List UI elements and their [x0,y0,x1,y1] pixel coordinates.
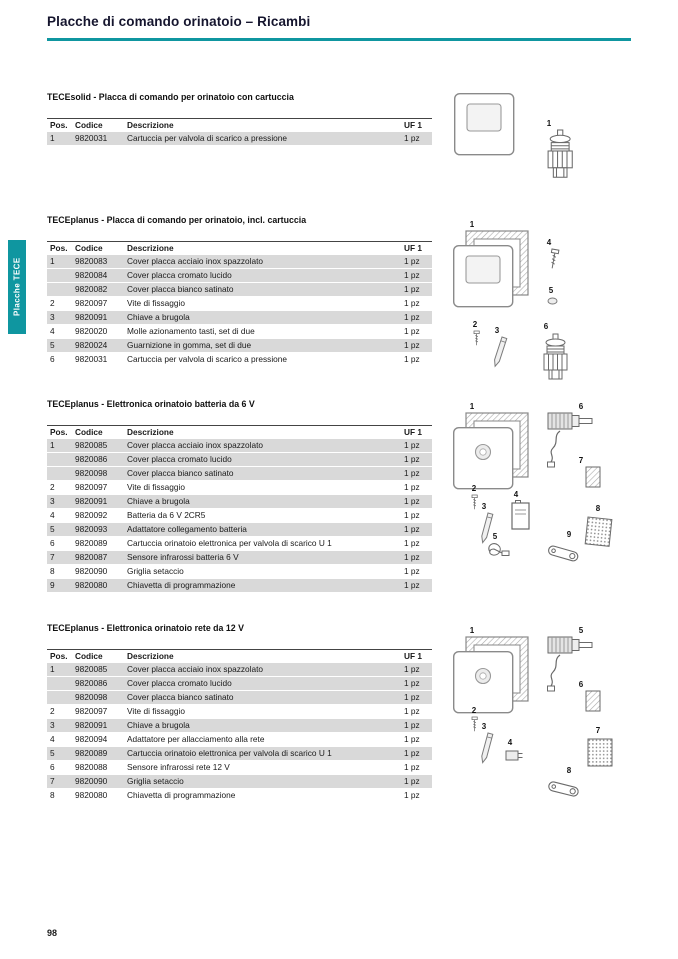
cell-code: 9820090 [75,566,108,576]
cell-uf: 1 pz [404,678,420,688]
cell-code: 9820098 [75,692,108,702]
cell-desc: Chiave a brugola [127,312,190,322]
table-header-row [47,649,432,663]
header-pos: Pos. [50,427,68,437]
cell-desc: Molle azionamento tasti, set di due [127,326,255,336]
header-uf: UF 1 [404,243,422,253]
cell-code: 9820089 [75,748,108,758]
parts-table [47,118,432,146]
table-row [47,579,432,593]
cell-uf: 1 pz [404,270,420,280]
section-teceplanus-battery [47,399,631,593]
cell-uf: 1 pz [404,326,420,336]
page-title: Placche di comando orinatoio – Ricambi [47,14,311,29]
header-desc: Descrizione [127,120,174,130]
cell-code: 9820082 [75,284,108,294]
allen-key-icon [480,513,493,543]
cell-desc: Griglia setaccio [127,566,184,576]
cell-uf: 1 pz [404,706,420,716]
table-row [47,269,432,283]
cell-pos: 4 [50,734,55,744]
cell-desc: Cover placca bianco satinato [127,284,234,294]
cell-code: 9820088 [75,762,108,772]
cell-uf: 1 pz [404,580,420,590]
solenoid-valve-icon [548,637,592,653]
illustration-tecesolid [450,90,640,186]
callout-label: 8 [566,766,572,775]
cell-code: 9820090 [75,776,108,786]
cell-code: 9820091 [75,720,108,730]
header-uf: UF 1 [404,120,422,130]
cell-desc: Vite di fissaggio [127,482,185,492]
cell-pos: 4 [50,326,55,336]
header-desc: Descrizione [127,243,174,253]
cable-icon [548,655,561,691]
cable-icon [548,431,561,467]
table-row [47,255,432,269]
cell-code: 9820097 [75,706,108,716]
header-pos: Pos. [50,651,68,661]
cell-pos: 7 [50,776,55,786]
cell-uf: 1 pz [404,748,420,758]
cell-code: 9820089 [75,538,108,548]
table-row [47,663,432,677]
cell-uf: 1 pz [404,734,420,744]
table-body [47,663,432,803]
screw-icon [472,495,477,509]
infrared-sensor-icon [586,691,600,711]
table-body [47,132,432,146]
parts-table [47,425,432,593]
table-row [47,495,432,509]
cell-pos: 3 [50,720,55,730]
cell-uf: 1 pz [404,482,420,492]
section-heading: TECEsolid - Placca di comando per orinatoio con cartuccia [47,92,294,102]
cell-uf: 1 pz [404,298,420,308]
sidebar-tab-placche-tece: Placche TECE [8,240,26,334]
cell-code: 9820097 [75,298,108,308]
callout-label: 7 [595,726,601,735]
cell-uf: 1 pz [404,354,420,364]
cell-code: 9820084 [75,270,108,280]
callout-label: 4 [513,490,519,499]
control-plate-illustration [455,94,514,155]
cell-desc: Chiavetta di programmazione [127,790,236,800]
cell-desc: Cover placca cromato lucido [127,678,232,688]
callout-label: 3 [494,326,500,335]
cell-code: 9820080 [75,580,108,590]
illustration-teceplanus-mains [450,621,640,801]
cell-pos: 7 [50,552,55,562]
allen-key-icon [480,733,493,763]
callout-label: 1 [469,220,475,229]
cell-code: 9820020 [75,326,108,336]
cell-pos: 1 [50,664,55,674]
title-underline [47,38,631,41]
cell-pos: 6 [50,354,55,364]
cell-desc: Adattatore per allacciamento alla rete [127,734,265,744]
cell-uf: 1 pz [404,496,420,506]
cell-code: 9820024 [75,340,108,350]
cell-code: 9820085 [75,664,108,674]
sensor-plate-illustration [454,652,513,713]
cell-desc: Guarnizione in gomma, set di due [127,340,252,350]
cell-code: 9820031 [75,354,108,364]
table-row [47,283,432,297]
cell-desc: Cover placca cromato lucido [127,270,232,280]
cell-desc: Sensore infrarossi batteria 6 V [127,552,239,562]
table-row [47,691,432,705]
table-row [47,339,432,353]
table-row [47,677,432,691]
cell-pos: 6 [50,538,55,548]
callout-label: 6 [578,402,584,411]
table-row [47,453,432,467]
cell-pos: 2 [50,482,55,492]
cell-uf: 1 pz [404,692,420,702]
callout-label: 7 [578,456,584,465]
header-uf: UF 1 [404,651,422,661]
section-teceplanus-mains [47,623,631,803]
cell-code: 9820097 [75,482,108,492]
cell-code: 9820086 [75,678,108,688]
section-tecesolid [47,92,631,146]
cell-desc: Cover placca acciaio inox spazzolato [127,440,264,450]
callout-label: 3 [481,722,487,731]
programming-key-icon [548,545,579,562]
cell-uf: 1 pz [404,524,420,534]
section-heading: TECEplanus - Placca di comando per orinatoio, incl. cartuccia [47,215,307,225]
section-heading: TECEplanus - Elettronica orinatoio batteria da 6 V [47,399,255,409]
sieve-grid-icon [585,517,612,546]
cell-code: 9820092 [75,510,108,520]
battery-icon [512,501,529,530]
header-code: Codice [75,427,103,437]
table-header-row [47,118,432,132]
table-body [47,439,432,593]
table-row [47,481,432,495]
header-uf: UF 1 [404,427,422,437]
cell-pos: 3 [50,312,55,322]
cell-pos: 4 [50,510,55,520]
cell-uf: 1 pz [404,454,420,464]
cell-pos: 5 [50,340,55,350]
gasket-icon [548,298,557,304]
cell-desc: Sensore infrarossi rete 12 V [127,762,230,772]
callout-label: 4 [546,238,552,247]
cell-desc: Cover placca acciaio inox spazzolato [127,256,264,266]
table-row [47,132,432,146]
cell-desc: Cover placca bianco satinato [127,468,234,478]
header-code: Codice [75,243,103,253]
solenoid-valve-icon [548,413,592,429]
table-row [47,761,432,775]
callout-label: 1 [469,402,475,411]
cell-desc: Chiave a brugola [127,496,190,506]
header-pos: Pos. [50,243,68,253]
table-row [47,297,432,311]
sensor-plate-illustration [454,428,513,489]
cell-uf: 1 pz [404,776,420,786]
callout-label: 6 [543,322,549,331]
allen-key-icon [493,337,507,367]
table-row [47,705,432,719]
cell-uf: 1 pz [404,468,420,478]
cell-desc: Cartuccia orinatoio elettronica per valvola di scarico U 1 [127,538,332,548]
cell-desc: Cover placca bianco satinato [127,692,234,702]
table-header-row [47,241,432,255]
header-code: Codice [75,120,103,130]
cell-uf: 1 pz [404,538,420,548]
cell-pos: 5 [50,524,55,534]
cell-code: 9820083 [75,256,108,266]
callout-label: 4 [507,738,513,747]
screw-icon [472,717,477,731]
cell-pos: 8 [50,790,55,800]
table-row [47,565,432,579]
callout-label: 2 [471,706,477,715]
cell-uf: 1 pz [404,340,420,350]
table-row [47,747,432,761]
table-header-row [47,425,432,439]
cell-code: 9820031 [75,133,108,143]
callout-label: 3 [481,502,487,511]
callout-label: 2 [471,484,477,493]
programming-key-icon [548,781,579,797]
cell-uf: 1 pz [404,312,420,322]
cell-desc: Cover placca acciaio inox spazzolato [127,664,264,674]
table-row [47,733,432,747]
callout-label: 8 [595,504,601,513]
cell-desc: Cover placca cromato lucido [127,454,232,464]
cell-uf: 1 pz [404,790,420,800]
header-desc: Descrizione [127,651,174,661]
callout-label: 5 [492,532,498,541]
section-heading: TECEplanus - Elettronica orinatoio rete da 12 V [47,623,244,633]
sieve-grid-icon [588,739,612,766]
cell-desc: Chiave a brugola [127,720,190,730]
cell-pos: 2 [50,706,55,716]
cell-pos: 6 [50,762,55,772]
table-row [47,509,432,523]
cell-desc: Adattatore collegamento batteria [127,524,247,534]
callout-label: 5 [578,626,584,635]
cell-desc: Vite di fissaggio [127,706,185,716]
cell-code: 9820085 [75,440,108,450]
cell-code: 9820093 [75,524,108,534]
table-row [47,789,432,803]
table-row [47,439,432,453]
mains-adapter-icon [506,751,523,760]
callout-label: 5 [548,286,554,295]
callout-label: 1 [469,626,475,635]
page-number: 98 [47,928,58,938]
table-row [47,523,432,537]
cell-pos: 9 [50,580,55,590]
parts-table [47,649,432,803]
cell-code: 9820087 [75,552,108,562]
cell-pos: 1 [50,440,55,450]
cartridge-icon [544,334,567,379]
callout-label: 2 [472,320,478,329]
cell-pos: 1 [50,256,55,266]
cell-uf: 1 pz [404,284,420,294]
cell-uf: 1 pz [404,256,420,266]
cell-uf: 1 pz [404,664,420,674]
cell-pos: 8 [50,566,55,576]
table-row [47,325,432,339]
callout-label: 6 [578,680,584,689]
cell-uf: 1 pz [404,720,420,730]
cell-code: 9820086 [75,454,108,464]
cell-uf: 1 pz [404,440,420,450]
table-row [47,353,432,367]
cell-code: 9820080 [75,790,108,800]
cell-uf: 1 pz [404,510,420,520]
battery-adapter-cable-icon [489,544,509,556]
cell-pos: 2 [50,298,55,308]
illustration-teceplanus-battery [450,397,640,593]
cell-pos: 5 [50,748,55,758]
cartridge-icon [548,130,572,177]
cell-desc: Griglia setaccio [127,776,184,786]
cell-pos: 3 [50,496,55,506]
table-row [47,775,432,789]
screw-icon [549,249,559,269]
header-code: Codice [75,651,103,661]
cell-uf: 1 pz [404,552,420,562]
section-teceplanus-manual [47,215,631,367]
infrared-sensor-icon [586,467,600,487]
cell-desc: Cartuccia per valvola di scarico a pressione [127,133,288,143]
cell-uf: 1 pz [404,566,420,576]
table-body [47,255,432,367]
cell-desc: Vite di fissaggio [127,298,185,308]
table-row [47,719,432,733]
table-row [47,537,432,551]
cell-desc: Cartuccia per valvola di scarico a pressione [127,354,288,364]
cell-pos: 1 [50,133,55,143]
callout-label: 9 [566,530,572,539]
cell-desc: Chiavetta di programmazione [127,580,236,590]
control-plate-illustration [454,246,513,307]
cell-desc: Cartuccia orinatoio elettronica per valvola di scarico U 1 [127,748,332,758]
table-row [47,311,432,325]
table-row [47,467,432,481]
header-pos: Pos. [50,120,68,130]
screw-icon [474,331,479,345]
cell-code: 9820091 [75,496,108,506]
callout-label: 1 [546,119,552,128]
cell-code: 9820098 [75,468,108,478]
cell-uf: 1 pz [404,133,420,143]
table-row [47,551,432,565]
parts-table [47,241,432,367]
cell-code: 9820091 [75,312,108,322]
cell-desc: Batteria da 6 V 2CR5 [127,510,206,520]
illustration-teceplanus-manual [450,215,640,383]
cell-code: 9820094 [75,734,108,744]
header-desc: Descrizione [127,427,174,437]
cell-uf: 1 pz [404,762,420,772]
